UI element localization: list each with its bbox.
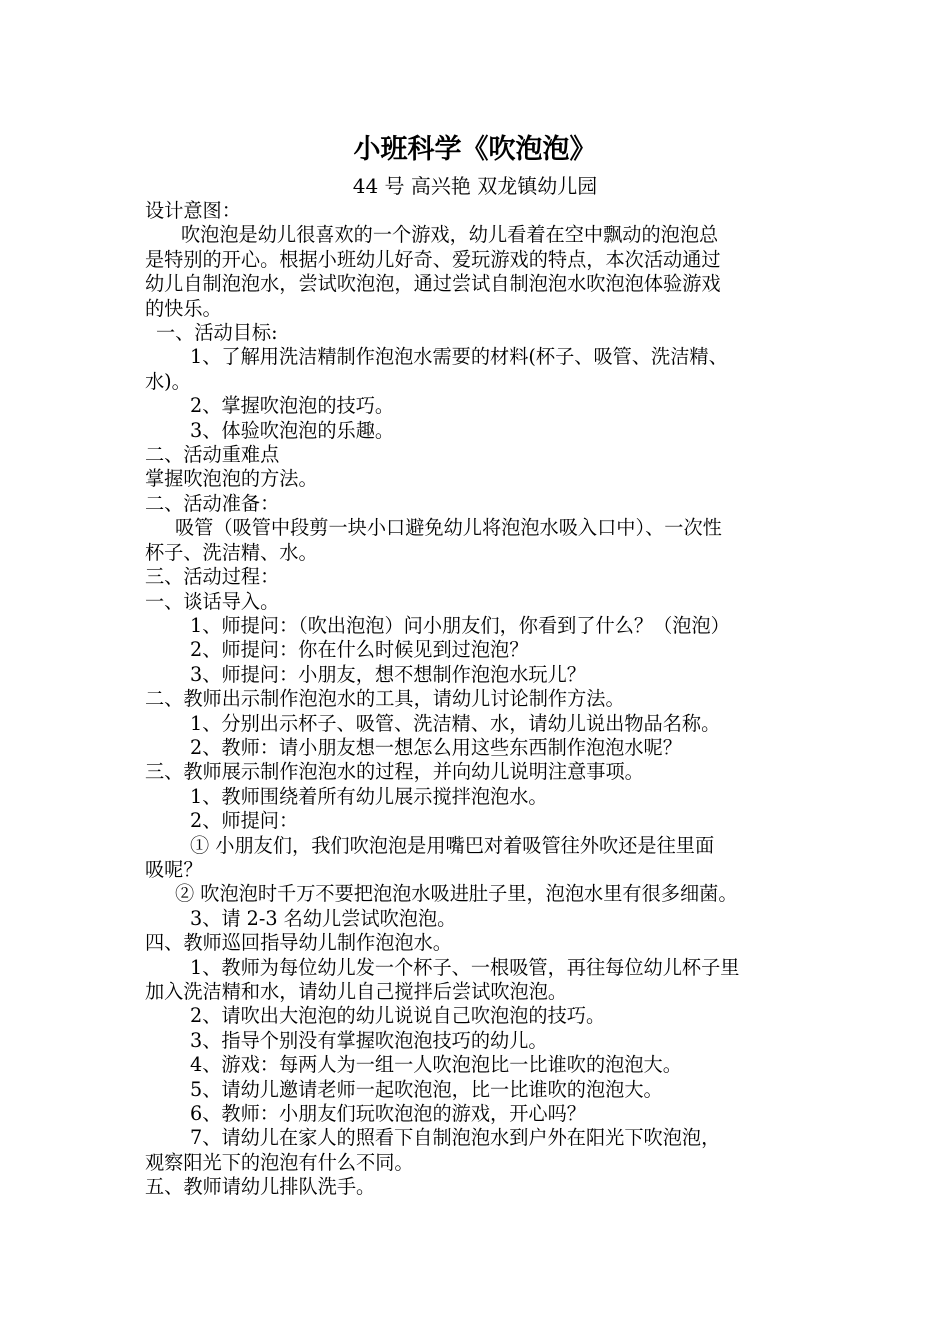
text-line: ② 吹泡泡时千万不要把泡泡水吸进肚子里，泡泡水里有很多细菌。: [175, 882, 738, 906]
text-line: 1、教师围绕着所有幼儿展示搅拌泡泡水。: [190, 784, 548, 808]
text-line: 四、教师巡回指导幼儿制作泡泡水。: [145, 931, 452, 955]
text-line: 2、掌握吹泡泡的技巧。: [190, 394, 395, 418]
text-line: 5、请幼儿邀请老师一起吹泡泡，比一比谁吹的泡泡大。: [190, 1077, 663, 1101]
document-subtitle: 44 号 高兴艳 双龙镇幼儿园: [352, 174, 598, 198]
text-line: 吸管（吸管中段剪一块小口避免幼儿将泡泡水吸入口中）、一次性: [175, 516, 722, 540]
text-line: ① 小朋友们，我们吹泡泡是用嘴巴对着吸管往外吹还是往里面: [190, 833, 715, 857]
text-line: 1、了解用洗洁精制作泡泡水需要的材料(杯子、吸管、洗洁精、: [190, 345, 728, 369]
text-line: 三、教师展示制作泡泡水的过程，并向幼儿说明注意事项。: [145, 760, 644, 784]
text-line: 设计意图：: [145, 199, 241, 222]
text-line: 五、教师请幼儿排队洗手。: [145, 1175, 376, 1199]
text-line: 6、教师：小朋友们玩吹泡泡的游戏，开心吗？: [190, 1102, 586, 1126]
text-line: 7、请幼儿在家人的照看下自制泡泡水到户外在阳光下吹泡泡，: [190, 1126, 721, 1150]
text-line: 杯子、洗洁精、水。: [145, 540, 318, 564]
text-line: 二、教师出示制作泡泡水的工具，请幼儿讨论制作方法。: [145, 687, 625, 711]
text-line: 观察阳光下的泡泡有什么不同。: [145, 1150, 414, 1174]
text-line: 2、教师：请小朋友想一想怎么用这些东西制作泡泡水呢？: [190, 735, 682, 759]
text-line: 一、活动目标:: [156, 321, 278, 345]
text-line: 1、教师为每位幼儿发一个杯子、一根吸管，再往每位幼儿杯子里: [190, 955, 740, 979]
text-line: 水)。: [145, 369, 191, 393]
text-line: 3、指导个别没有掌握吹泡泡技巧的幼儿。: [190, 1028, 548, 1052]
text-line: 1、分别出示杯子、吸管、洗洁精、水，请幼儿说出物品名称。: [190, 711, 721, 735]
text-line: 3、请 2-3 名幼儿尝试吹泡泡。: [190, 906, 457, 930]
text-line: 吹泡泡是幼儿很喜欢的一个游戏，幼儿看着在空中飘动的泡泡总: [181, 223, 719, 247]
text-line: 3、师提问：小朋友，想不想制作泡泡水玩儿？: [190, 662, 586, 686]
text-line: 三、活动过程：: [145, 565, 280, 589]
text-line: 3、体验吹泡泡的乐趣。: [190, 418, 395, 442]
text-line: 的快乐。: [145, 296, 222, 320]
text-line: 幼儿自制泡泡水，尝试吹泡泡，通过尝试自制泡泡水吹泡泡体验游戏: [145, 272, 721, 296]
text-line: 2、请吹出大泡泡的幼儿说说自己吹泡泡的技巧。: [190, 1004, 606, 1028]
text-line: 2、师提问：你在什么时候见到过泡泡？: [190, 638, 529, 662]
text-line: 二、活动准备：: [145, 491, 280, 515]
text-line: 4、游戏：每两人为一组一人吹泡泡比一比谁吹的泡泡大。: [190, 1053, 682, 1077]
text-line: 是特别的开心。根据小班幼儿好奇、爱玩游戏的特点，本次活动通过: [145, 247, 721, 271]
document-body: [145, 199, 817, 1200]
text-line: 二、活动重难点: [145, 443, 280, 467]
text-line: 2、师提问：: [190, 809, 299, 833]
text-line: 1、师提问：（吹出泡泡）问小朋友们，你看到了什么？（泡泡）: [190, 613, 730, 637]
text-line: 加入洗洁精和水，请幼儿自己搅拌后尝试吹泡泡。: [145, 980, 568, 1003]
text-line: 吸呢？: [145, 857, 203, 881]
text-line: 掌握吹泡泡的方法。: [145, 467, 318, 491]
document-title: 小班科学《吹泡泡》: [353, 134, 597, 165]
text-line: 一、谈话导入。: [145, 589, 280, 613]
